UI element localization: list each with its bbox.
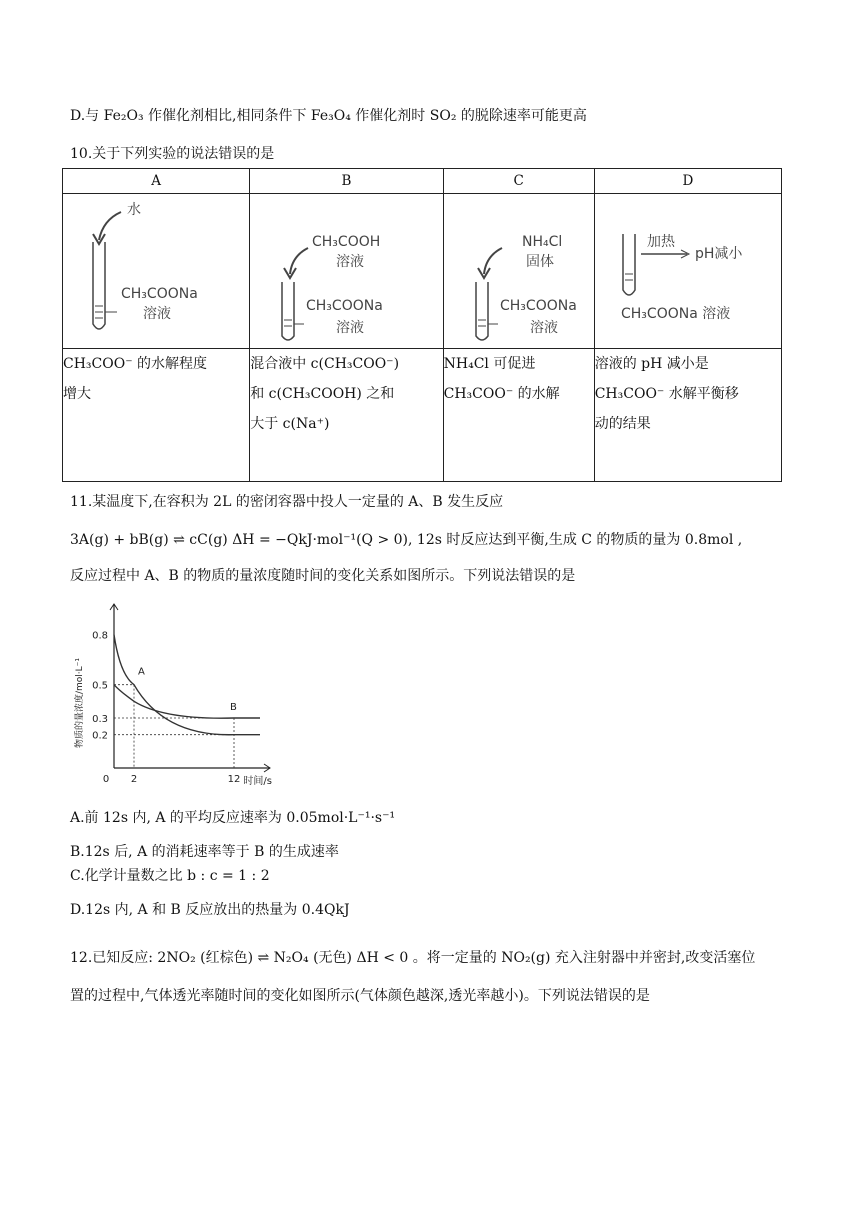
fig-a-reagent: 水	[127, 202, 141, 218]
desc-d-line: CH₃COO⁻ 水解平衡移	[594, 386, 739, 402]
fig-c-reagent-2: 固体	[525, 254, 554, 270]
x-tick-label: 0	[102, 774, 110, 785]
x-tick-label: 2	[130, 774, 138, 785]
q11-line-2: 3A(g) + bB(g) ⇌ cC(g) ΔH = −QkJ·mol⁻¹(Q > 0), 12s 时反应达到平衡,生成 C 的物质的量为 0.8mol ,	[70, 532, 743, 548]
figure-c	[443, 194, 594, 349]
desc-d	[594, 349, 781, 482]
q12-line-2: 置的过程中,气体透光率随时间的变化如图所示(气体颜色越深,透光率越小)。下列说法错误的是	[70, 988, 650, 1004]
series-line-a	[114, 635, 260, 735]
series-label-b: B	[230, 702, 237, 713]
q11-option-b: B.12s 后, A 的消耗速率等于 B 的生成速率	[70, 844, 339, 860]
figure-b	[250, 194, 443, 349]
col-header-a: A	[63, 169, 250, 194]
series-line-b	[114, 685, 260, 719]
desc-a-line: 增大	[63, 386, 91, 402]
desc-b	[250, 349, 443, 482]
figure-d	[594, 194, 781, 349]
figure-a	[63, 194, 250, 349]
y-tick-label: 0.5	[92, 680, 108, 692]
desc-b-line: 大于 c(Na⁺)	[250, 416, 330, 432]
fig-b-solution: CH₃COONa	[306, 298, 384, 314]
desc-a-line: CH₃COO⁻ 的水解程度	[63, 356, 208, 372]
desc-c-line: NH₄Cl 可促进	[443, 356, 536, 372]
desc-d-line: 溶液的 pH 减小是	[594, 356, 709, 372]
fig-d-solution: CH₃COONa 溶液	[620, 306, 730, 322]
desc-a	[63, 349, 250, 482]
q12-line-1: 12.已知反应: 2NO₂ (红棕色) ⇌ N₂O₄ (无色) ΔH < 0 。将一定量的 NO₂(g) 充入注射器中并密封,改变活塞位	[70, 950, 756, 966]
col-header-c: C	[443, 169, 594, 194]
desc-c	[443, 349, 594, 482]
fig-c-solution-2: 溶液	[529, 320, 558, 336]
col-header-d: D	[594, 169, 781, 194]
fig-d-action: 加热	[646, 234, 675, 250]
fig-c-solution: CH₃COONa	[499, 298, 577, 314]
fig-a-solution: CH₃COONa	[121, 286, 198, 302]
q11-option-c: C.化学计量数之比 b : c = 1 : 2	[70, 868, 270, 884]
x-axis-label: 时间/s	[243, 776, 272, 786]
y-axis-label: 物质的量浓度/mol·L⁻¹	[75, 657, 85, 748]
x-tick-label: 12	[227, 774, 241, 785]
fig-b-reagent: CH₃COOH	[312, 234, 381, 250]
y-tick-label: 0.8	[92, 630, 108, 642]
fig-d-result: pH减小	[694, 246, 743, 262]
desc-b-line: 混合液中 c(CH₃COO⁻)	[250, 356, 400, 372]
desc-c-line: CH₃COO⁻ 的水解	[443, 386, 560, 402]
fig-b-reagent-2: 溶液	[336, 254, 365, 270]
q11-option-a: A.前 12s 内, A 的平均反应速率为 0.05mol·L⁻¹·s⁻¹	[70, 810, 396, 826]
q11-line-3: 反应过程中 A、B 的物质的量浓度随时间的变化关系如图所示。下列说法错误的是	[70, 568, 576, 584]
series-label-a: A	[138, 666, 145, 678]
y-tick-label: 0.3	[92, 714, 108, 725]
q9-option-d: D.与 Fe₂O₃ 作催化剂相比,相同条件下 Fe₃O₄ 作催化剂时 SO₂ 的脱除速率可能更高	[70, 108, 587, 124]
desc-b-line: 和 c(CH₃COOH) 之和	[250, 386, 395, 402]
q11-line-1: 11.某温度下,在容积为 2L 的密闭容器中投人一定量的 A、B 发生反应	[70, 494, 504, 510]
q10-table	[62, 168, 782, 482]
desc-d-line: 动的结果	[594, 416, 651, 432]
col-header-b: B	[250, 169, 443, 194]
fig-b-solution-2: 溶液	[336, 320, 365, 336]
q11-option-d: D.12s 内, A 和 B 反应放出的热量为 0.4QkJ	[70, 902, 350, 918]
y-tick-label: 0.2	[92, 730, 108, 742]
fig-a-solution-2: 溶液	[143, 306, 171, 322]
q10-stem: 10.关于下列实验的说法错误的是	[70, 146, 275, 162]
fig-c-reagent: NH₄Cl	[521, 234, 562, 250]
concentration-chart	[70, 596, 290, 786]
